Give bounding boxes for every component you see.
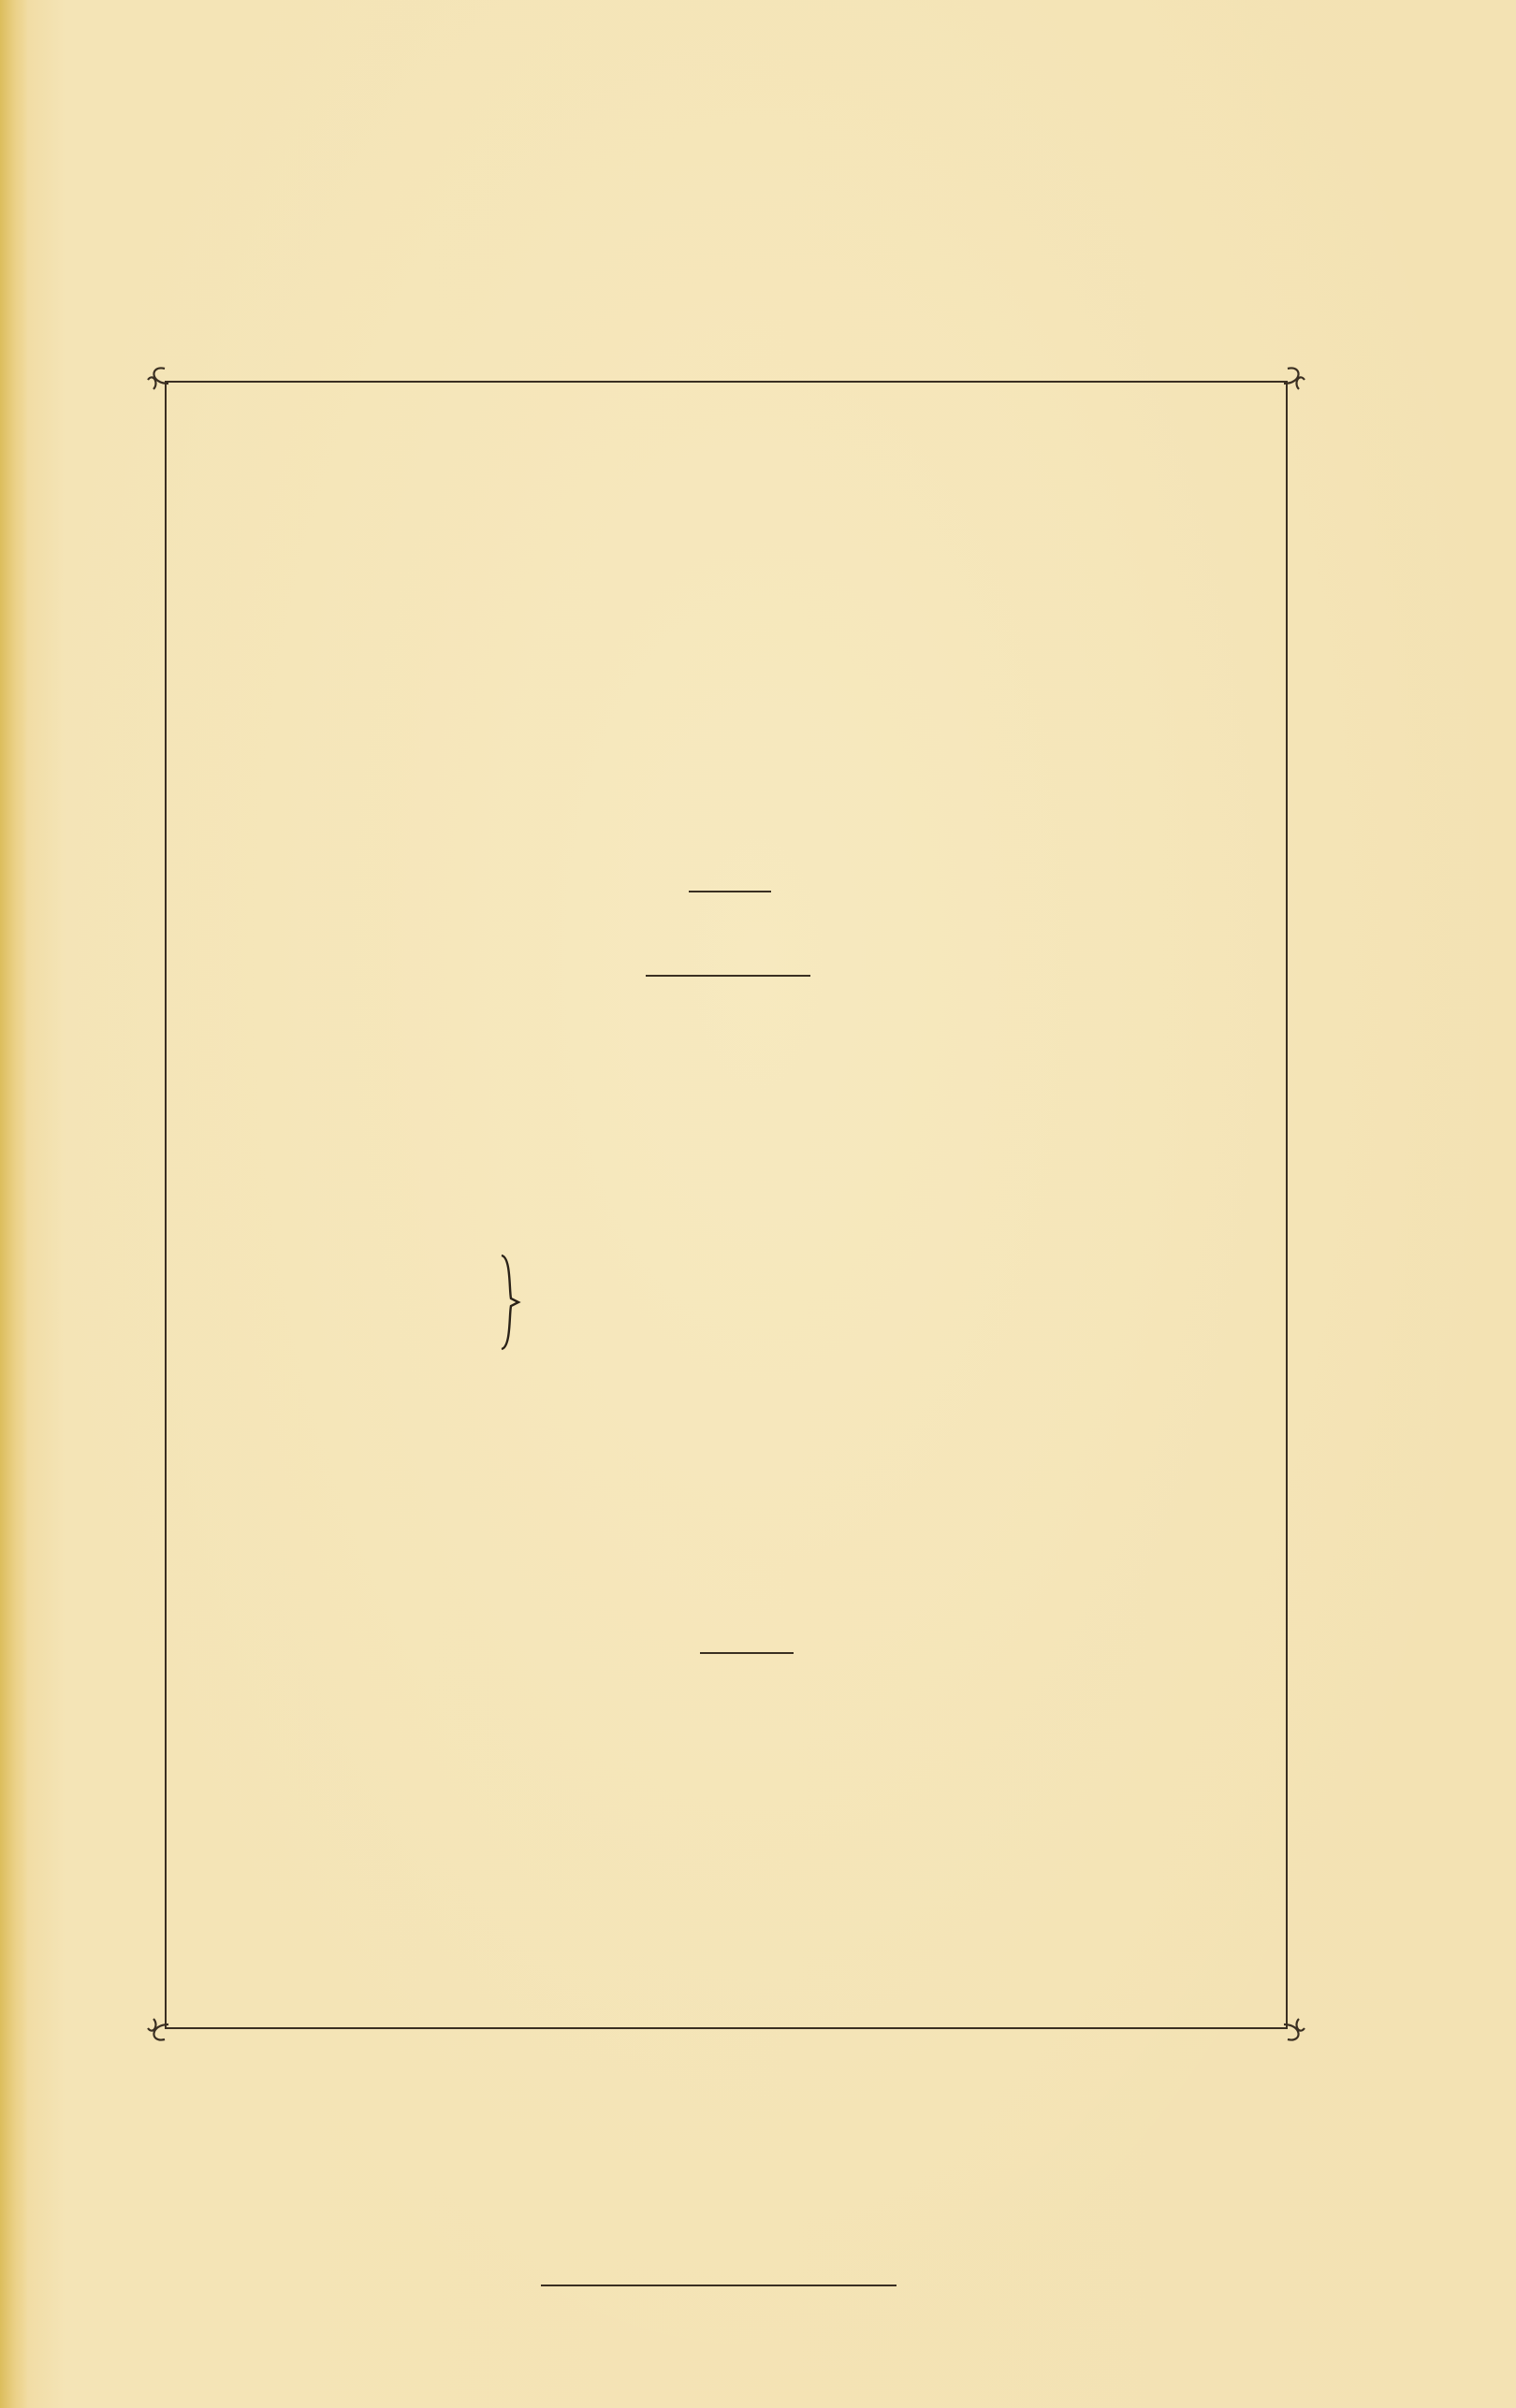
paper-edge — [0, 0, 28, 2408]
top-ornament — [0, 0, 1516, 337]
bottom-ornament — [0, 2067, 1516, 2292]
divider — [689, 891, 771, 892]
corner-flourish-icon — [1275, 355, 1312, 393]
corner-flourish-icon — [140, 2015, 178, 2053]
divider — [541, 2285, 896, 2286]
corner-flourish-icon — [140, 355, 178, 393]
brace-icon — [496, 1252, 524, 1353]
divider — [700, 1652, 794, 1654]
corner-flourish-icon — [1275, 2015, 1312, 2053]
divider — [646, 975, 810, 977]
border-frame — [165, 381, 1288, 2029]
